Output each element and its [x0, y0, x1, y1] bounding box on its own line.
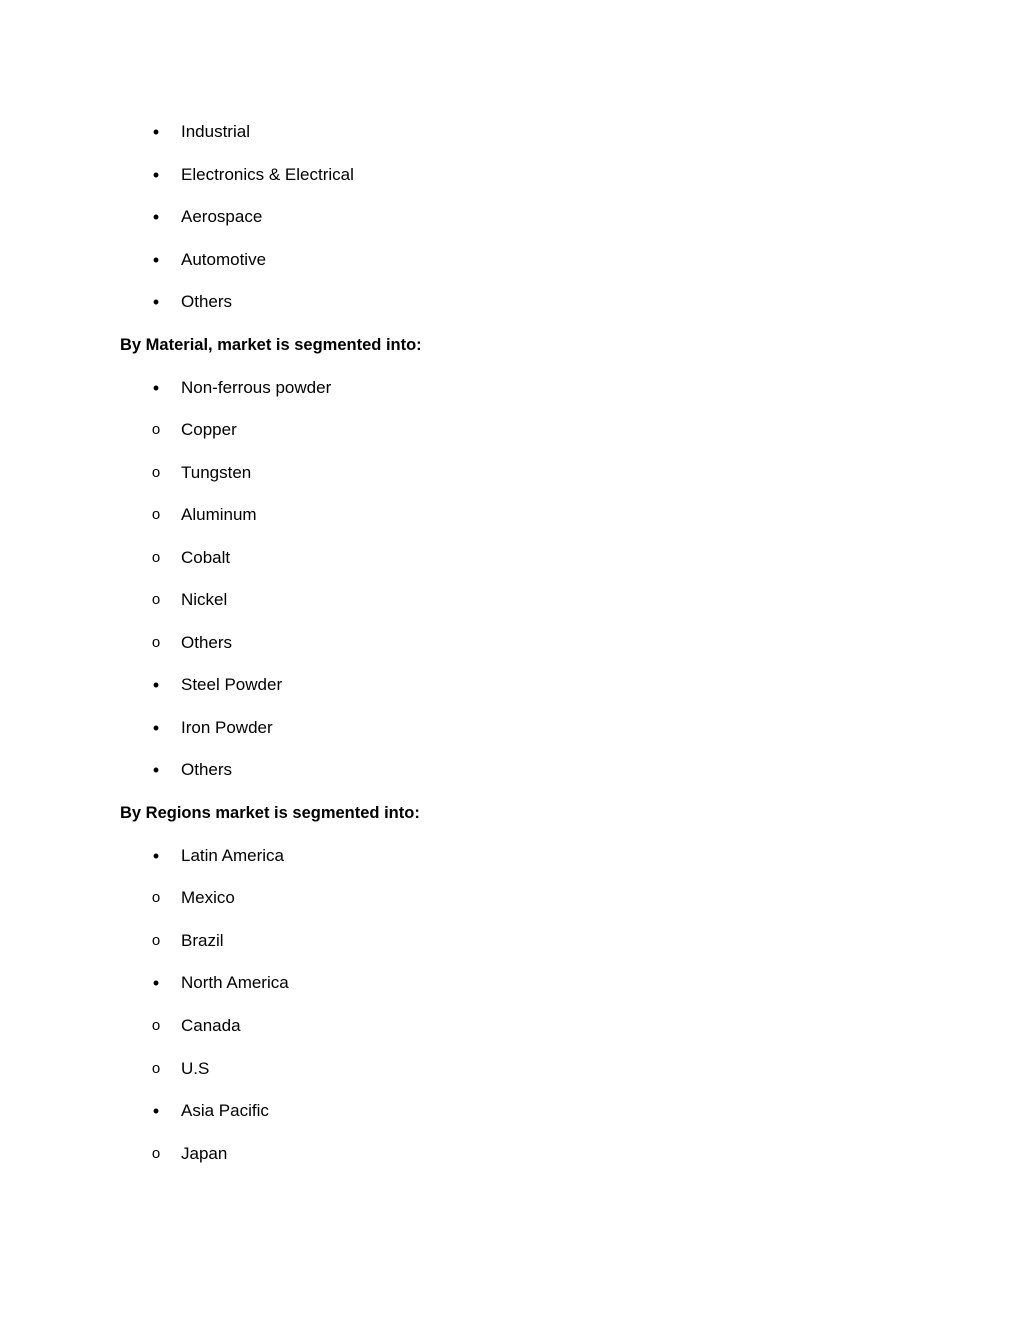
- circle-marker: o: [151, 1145, 161, 1162]
- list-item-text: U.S: [181, 1059, 210, 1078]
- list-item: [0, 673, 1024, 697]
- list-item: [0, 1142, 1024, 1166]
- list-item-text: Aluminum: [181, 505, 257, 524]
- list-item: [0, 248, 1024, 272]
- list-item-text: Copper: [181, 420, 237, 439]
- list-item: [0, 1014, 1024, 1038]
- circle-marker: o: [151, 506, 161, 523]
- circle-marker: o: [151, 591, 161, 608]
- list-item-text: Canada: [181, 1016, 241, 1035]
- bullet-marker: •: [152, 718, 160, 738]
- circle-marker: o: [151, 1017, 161, 1034]
- heading-text: By Material, market is segmented into:: [120, 336, 422, 354]
- list-item: [0, 844, 1024, 868]
- bullet-marker: •: [152, 250, 160, 270]
- list-item-text: Cobalt: [181, 548, 231, 567]
- list-item: [0, 716, 1024, 740]
- list-item: [0, 205, 1024, 229]
- circle-marker: o: [151, 889, 161, 906]
- list-item: [0, 971, 1024, 995]
- bullet-marker: •: [152, 1101, 160, 1121]
- list-item: [0, 1057, 1024, 1081]
- bullet-marker: •: [152, 973, 160, 993]
- bullet-marker: •: [152, 165, 160, 185]
- list-item-text: Asia Pacific: [181, 1101, 269, 1120]
- list-item-text: Latin America: [181, 846, 284, 865]
- section-heading-regions: [0, 801, 1024, 825]
- list-item: [0, 758, 1024, 782]
- list-item: [0, 631, 1024, 655]
- circle-marker: o: [151, 421, 161, 438]
- list-item: [0, 546, 1024, 570]
- list-item-text: Iron Powder: [181, 718, 273, 737]
- list-item-text: Steel Powder: [181, 675, 283, 694]
- list-item: [0, 1099, 1024, 1123]
- bullet-marker: •: [152, 760, 160, 780]
- list-item: [0, 163, 1024, 187]
- list-item-text: Electronics & Electrical: [181, 165, 354, 184]
- circle-marker: o: [151, 1060, 161, 1077]
- list-item: [0, 376, 1024, 400]
- circle-marker: o: [151, 634, 161, 651]
- section-heading-material: [0, 333, 1024, 357]
- list-item-text: Others: [181, 633, 233, 652]
- list-item: [0, 461, 1024, 485]
- bullet-marker: •: [152, 122, 160, 142]
- bullet-marker: •: [152, 846, 160, 866]
- list-item-text: Automotive: [181, 250, 267, 269]
- bullet-marker: •: [152, 207, 160, 227]
- list-item-text: Tungsten: [181, 463, 252, 482]
- list-item: [0, 290, 1024, 314]
- heading-text: By Regions market is segmented into:: [120, 804, 420, 822]
- circle-marker: o: [151, 549, 161, 566]
- list-item: [0, 588, 1024, 612]
- circle-marker: o: [151, 464, 161, 481]
- list-item-text: Mexico: [181, 888, 235, 907]
- bullet-marker: •: [152, 675, 160, 695]
- bullet-marker: •: [152, 292, 160, 312]
- list-item: [0, 929, 1024, 953]
- list-item: [0, 120, 1024, 144]
- list-item-text: Brazil: [181, 931, 224, 950]
- list-item-text: Nickel: [181, 590, 228, 609]
- list-item-text: Non-ferrous powder: [181, 378, 332, 397]
- list-item-text: Others: [181, 760, 233, 779]
- list-item: [0, 886, 1024, 910]
- bullet-marker: •: [152, 378, 160, 398]
- list-item: [0, 418, 1024, 442]
- list-item-text: Aerospace: [181, 207, 263, 226]
- list-item: [0, 503, 1024, 527]
- list-item-text: Japan: [181, 1144, 228, 1163]
- list-item-text: Industrial: [181, 122, 250, 141]
- circle-marker: o: [151, 932, 161, 949]
- list-item-text: Others: [181, 292, 233, 311]
- list-item-text: North America: [181, 973, 289, 992]
